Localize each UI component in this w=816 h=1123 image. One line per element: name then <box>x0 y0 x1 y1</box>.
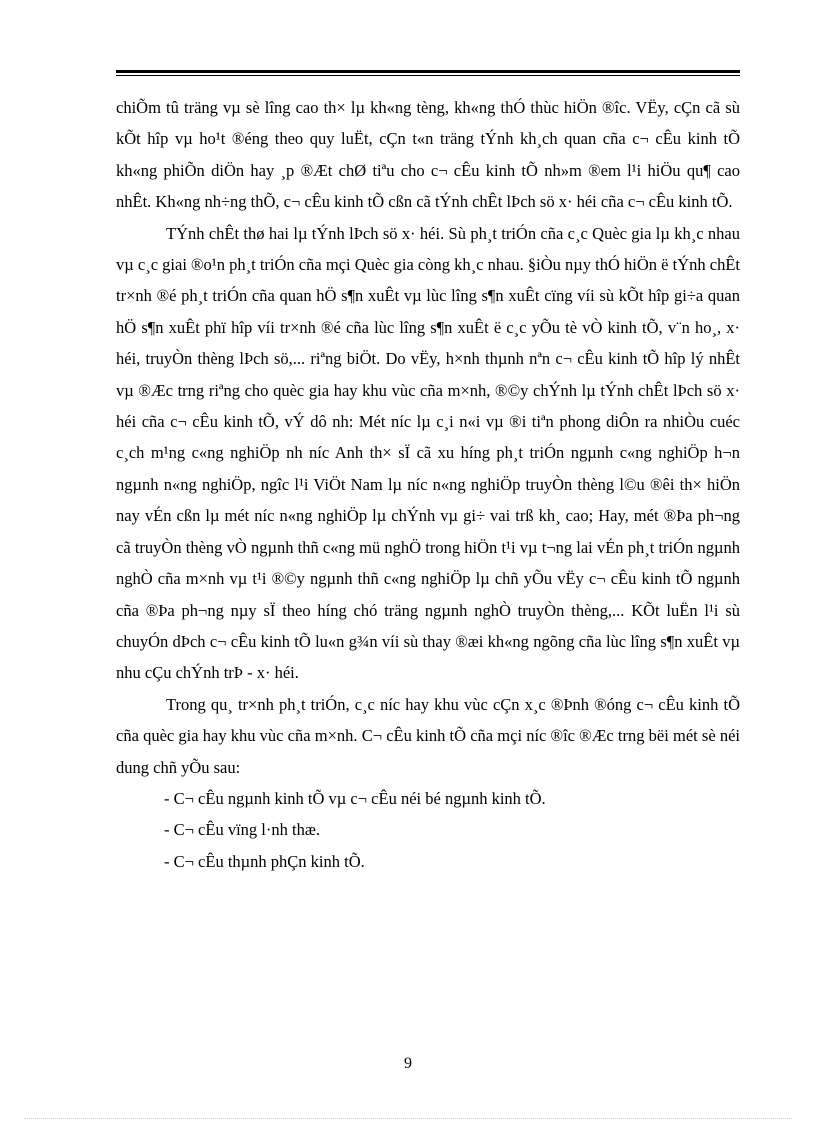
paragraph-1: chiÕm tû träng vµ sè lîng cao th× lµ kh«ng tèng, kh«ng thÓ thùc hiÖn ®îc. VËy, cÇn cã sù kÕt hîp vµ ho¹t ®éng theo quy luËt, cÇn t«n träng tÝnh kh¸ch quan cña c¬ cÊu kinh tÕ kh«ng phiÕn diÖn hay ¸p ®Æt chØ tiªu cho c¬ cÊu kinh tÕ nh»m ®em l¹i hiÖu qu¶ cao nhÊt. Kh«ng nh÷ng thÕ, c¬ cÊu kinh tÕ cßn cã tÝnh chÊt lÞch sö x· héi cña c¬ cÊu kinh tÕ. <box>116 98 740 212</box>
list-item: - C¬ cÊu vïng l·nh thæ. <box>164 820 320 840</box>
page-bottom-border <box>24 1118 792 1119</box>
paragraph-2: TÝnh chÊt thø hai lµ tÝnh lÞch sö x· héi. Sù ph¸t triÓn cña c¸c Quèc gia lµ kh¸c nhau vµ c¸c giai ®o¹n ph¸t triÓn cña mçi Quèc gia còng kh¸c nhau. §iÒu nµy thÓ hiÖn ë tÝnh chÊt tr×nh ®é ph¸t triÓn cña quan hÖ s¶n xuÊt vµ lùc lîng s¶n xuÊt cïng víi sù kÕt hîp gi÷a quan hÖ s¶n xuÊt phï hîp víi tr×nh ®é cña lùc lîng s¶n xuÊt ë c¸c yÕu tè vÒ kinh tÕ, v¨n ho¸, x· héi, truyÒn thèng lÞch sö,... riªng biÖt. Do vËy, h×nh thµnh nªn c¬ cÊu kinh tÕ hîp lý nhÊt vµ ®Æc trng riªng cho quèc gia hay khu vùc cña m×nh, ®©y chÝnh lµ tÝnh chÊt lÞch sö x· héi cña c¬ cÊu kinh tÕ, vÝ dô nh: Mét níc lµ c¸i n«i vµ ®i tiªn phong diÔn ra nhiÒu cuéc c¸ch m¹ng c«ng nghiÖp nh níc Anh th× sÏ cã xu híng ph¸t triÓn ngµnh c«ng nghiÖp h¬n ngµnh n«ng nghiÖp, ngîc l¹i ViÖt Nam lµ níc n«ng nghiÖp truyÒn thèng l©u ®êi th× hiÖn nay vÉn cßn lµ mét níc n«ng nghiÖp lµ chÝnh vµ gi÷ vai trß kh¸ cao; Hay, mét ®Þa ph¬ng cã truyÒn thèng vÒ ngµnh thñ c«ng mü nghÖ trong hiÖn t¹i vµ t¬ng lai vÉn ph¸t triÓn ngµnh nghÒ cña m×nh vµ t¹i ®©y ngµnh thñ c«ng nghiÖp lµ chñ yÕu vËy c¬ cÊu kinh tÕ ngµnh cña ®Þa ph¬ng nµy sÏ theo híng chó träng ngµnh nghÒ truyÒn thèng,... KÕt luËn l¹i sù chuyÓn dÞch c¬ cÊu kinh tÕ lu«n g¾n víi sù thay ®æi kh«ng ngõng cña lùc lîng s¶n xuÊt vµ nhu cÇu chÝnh trÞ - x· héi. <box>116 223 740 683</box>
page-body <box>116 92 740 877</box>
header-rule-thick <box>116 70 740 73</box>
paragraph-3: Trong qu¸ tr×nh ph¸t triÓn, c¸c níc hay khu vùc cÇn x¸c ®Þnh ®óng c¬ cÊu kinh tÕ cña quèc gia hay khu vùc cña m×nh. C¬ cÊu kinh tÕ cña mçi níc ®îc ®Æc trng bëi mét sè néi dung chñ yÕu sau: <box>116 694 740 777</box>
list-item: - C¬ cÊu thµnh phÇn kinh tÕ. <box>164 851 365 871</box>
header-rule-thin <box>116 75 740 76</box>
list-item: - C¬ cÊu ngµnh kinh tÕ vµ c¬ cÊu néi bé ngµnh kinh tÕ. <box>164 788 546 808</box>
page-number: 9 <box>404 1055 412 1072</box>
